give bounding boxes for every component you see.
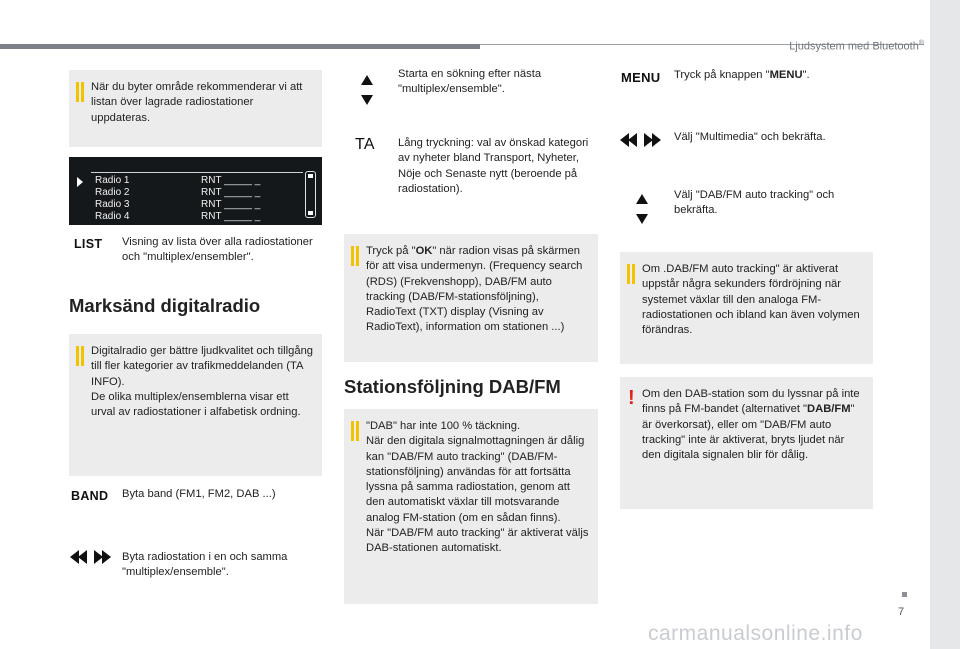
station-row[interactable]: Radio 3 RNT _____ _ <box>95 199 261 210</box>
info-icon <box>76 82 87 102</box>
note-text: Om den DAB-station som du lyssnar på inte finns på FM-bandet (alternativet "DAB/FM" är överkorsat), eller om "DAB/FM auto tracking" inte är aktiverat, bryts ljudet när den digitala signalen blir för dålig. <box>642 388 860 462</box>
up-down-arrows-icon <box>636 194 650 224</box>
station-list <box>95 175 260 223</box>
scroll-up-mark <box>308 174 313 178</box>
info-note-ok-menu <box>344 234 598 362</box>
ta-description: Lång tryckning: val av önskad kategori av nyheter bland Transport, Nyheter, Nöje och Senaste nytt (beroende på radiostation). <box>398 137 589 195</box>
warning-note-signal-loss <box>620 377 873 509</box>
ta-button-label: TA <box>355 136 375 153</box>
note-text: "DAB" har inte 100 % täckning. När den digitala signalmottagningen är dålig kan "DAB/FM auto tracking" (DAB/FM-stationsföljning) användas för att fortsätta lyssna på samma radiostation, genom att den automatiskt växlar till motsvarande analog FM-station (om en sådan finns). När "DAB/FM auto tracking" är aktiverat väljs DAB-stationen automatiskt. <box>366 420 589 555</box>
note-text: Tryck på "OK" när radion visas på skärmen för att visa undermenyn. (Frequency search (RDS) (Frekvenshopp), DAB/FM auto tracking (DAB/FM-stationsföljning), RadioText (TXT) display (Visning av RadioText), information om stationen ...) <box>366 245 583 334</box>
info-icon <box>351 246 362 266</box>
radio-list-screen <box>69 157 322 225</box>
list-description: Visning av lista över alla radiostationer och "multiplex/ensembler". <box>122 236 313 264</box>
side-band <box>930 0 960 649</box>
station-row[interactable]: Radio 4 RNT _____ _ <box>95 211 261 222</box>
note-text: Digitalradio ger bättre ljudkvalitet och tillgång till fler kategorier av trafikmeddelanden (TA INFO). De olika multiplex/ensemblerna visar ett urval av radiostationer i alfabetisk ordning. <box>91 345 314 419</box>
info-note-tracking-delay <box>620 252 873 364</box>
list-button-label: LIST <box>74 237 103 251</box>
menu-description: Tryck på knappen "MENU". <box>674 69 810 81</box>
search-description: Starta en sökning efter nästa "multiplex/ensemble". <box>398 68 542 96</box>
band-description: Byta band (FM1, FM2, DAB ...) <box>122 488 276 500</box>
scroll-down-mark <box>308 211 313 215</box>
menu-button-label: MENU <box>621 70 661 85</box>
note-text: Om .DAB/FM auto tracking" är aktiverat uppstår några sekunders fördröjning när systemet växlar till den analoga FM-radiostationen och ibland kan även volymen förändras. <box>642 263 860 337</box>
band-button-label: BAND <box>71 489 109 503</box>
play-indicator-icon <box>77 177 83 187</box>
info-icon <box>351 421 362 441</box>
info-icon <box>627 264 638 284</box>
station-row[interactable]: Radio 1 RNT _____ _ <box>95 175 261 186</box>
scrollbar[interactable] <box>305 171 316 218</box>
dab-tracking-description: Välj "DAB/FM auto tracking" och bekräfta. <box>674 189 835 217</box>
info-note-dab-coverage <box>344 409 598 604</box>
seek-description: Byta radiostation i en och samma "multiplex/ensemble". <box>122 551 288 579</box>
warning-icon: ! <box>628 387 635 409</box>
seek-arrows-icon <box>70 550 118 564</box>
note-text: När du byter område rekommenderar vi att listan över lagrade radiostationer uppdateras. <box>91 81 303 124</box>
info-icon <box>76 346 87 366</box>
screen-divider <box>91 172 303 173</box>
page-number: 7 <box>898 606 905 618</box>
section-heading-digital-radio: Marksänd digitalradio <box>69 295 261 316</box>
watermark: carmanualsonline.info <box>648 622 863 645</box>
multimedia-description: Välj "Multimedia" och bekräfta. <box>674 131 826 143</box>
info-note-area-change <box>69 70 322 147</box>
seek-arrows-icon <box>620 133 668 147</box>
info-note-digital-radio <box>69 334 322 476</box>
page-header-title: Ljudsystem med Bluetooth® <box>789 40 924 53</box>
station-row[interactable]: Radio 2 RNT _____ _ <box>95 187 261 198</box>
section-heading-tracking: Stationsföljning DAB/FM <box>344 376 561 397</box>
footer-marker <box>902 592 907 597</box>
up-down-arrows-icon <box>361 75 375 105</box>
header-rule-dark <box>0 44 480 49</box>
